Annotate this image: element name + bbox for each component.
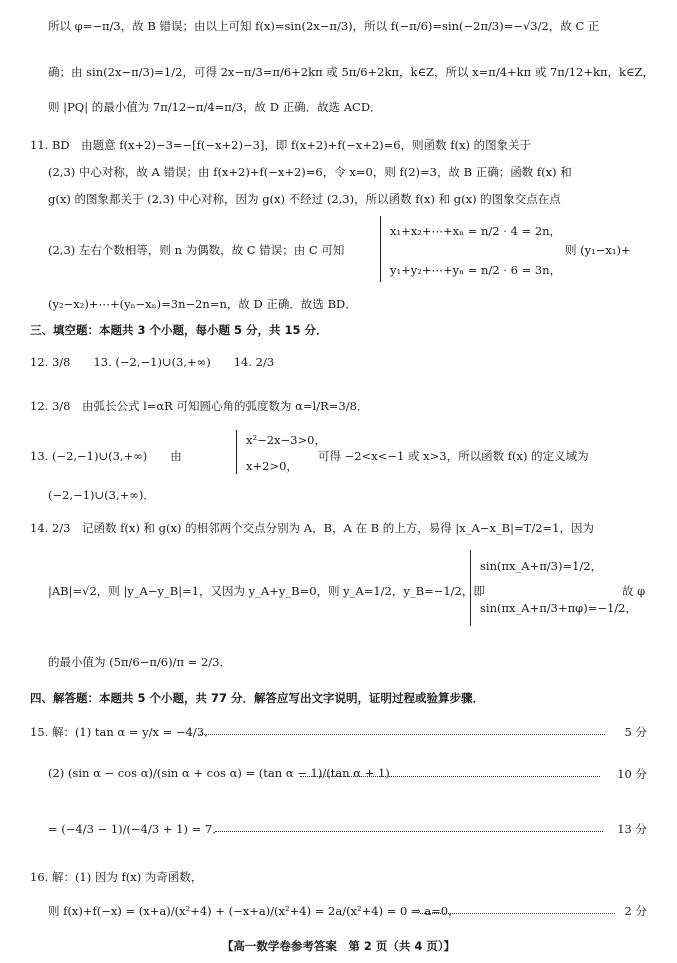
- dot-leader: [420, 913, 615, 914]
- brace-system: [236, 430, 238, 474]
- dot-leader: [200, 734, 605, 735]
- text-line: = (−4/3 − 1)/(−4/3 + 1) = 7．: [48, 822, 224, 836]
- score-label: 5 分: [624, 725, 647, 739]
- equation-line: sin(πx_A+π/3+πφ)=−1/2，: [480, 601, 637, 615]
- dot-leader: [215, 831, 603, 832]
- text-line: 15. 解：(1) tan α = y/x = −4/3．: [30, 725, 216, 739]
- text-line: 14. 2/3 记函数 f(x) 和 g(x) 的相邻两个交点分别为 A，B，A 在 B 的上方，易得 |x_A−x_B|=T/2=1，因为: [30, 521, 594, 535]
- section-heading: 三、填空题：本题共 3 个小题，每小题 5 分，共 15 分．: [30, 323, 328, 337]
- text-line: (−2,−1)∪(3,+∞)．: [48, 488, 155, 502]
- text-line: (2) (sin α − cos α)/(sin α + cos α) = (tan α − 1)/(tan α + 1): [48, 766, 390, 780]
- score-label: 13 分: [617, 822, 647, 836]
- text-line: 则 f(x)+f(−x) = (x+a)/(x²+4) + (−x+a)/(x²+4) = 2a/(x²+4) = 0 ⇒ a=0，: [48, 904, 460, 918]
- text-line: 则 |PQ| 的最小值为 7π/12−π/4=π/3，故 D 正确．故选 ACD．: [48, 100, 382, 114]
- equation-line: y₁+y₂+⋯+yₙ = n/2 · 6 = 3n，: [390, 263, 562, 277]
- equation-line: sin(πx_A+π/3)=1/2，: [480, 559, 603, 573]
- page-footer: 【高一数学卷参考答案 第 2 页（共 4 页）】: [221, 939, 456, 953]
- text-line: 确；由 sin(2x−π/3)=1/2，可得 2x−π/3=π/6+2kπ 或 5π/6+2kπ，k∈Z，所以 x=π/4+kπ 或 7π/12+kπ，k∈Z，: [48, 65, 654, 79]
- text-line: g(x) 的图象都关于 (2,3) 中心对称，因为 g(x) 不经过 (2,3)，所以函数 f(x) 和 g(x) 的图象交点在点: [48, 192, 561, 206]
- section-heading: 四、解答题：本题共 5 个小题，共 77 分．解答应写出文字说明，证明过程或验算步骤．: [30, 691, 485, 705]
- text-line: 可得 −2<x<−1 或 x>3，所以函数 f(x) 的定义域为: [318, 449, 589, 463]
- text-line: 故 φ: [622, 584, 646, 598]
- text-line: (y₂−x₂)+⋯+(yₙ−xₙ)=3n−2n=n，故 D 正确．故选 BD．: [48, 297, 357, 311]
- answer-summary: 12. 3/8 13. (−2,−1)∪(3,+∞) 14. 2/3: [30, 355, 275, 369]
- brace-system: [470, 550, 472, 626]
- equation-line: x+2>0，: [246, 459, 298, 473]
- text-line: 则 (y₁−x₁)+: [565, 243, 631, 257]
- text-line: 13. (−2,−1)∪(3,+∞) 由: [30, 449, 182, 463]
- equation-line: x²−2x−3>0，: [246, 433, 326, 447]
- text-line: (2,3) 中心对称，故 A 错误；由 f(x+2)+f(−x+2)=6，令 x=0，则 f(2)=3，故 B 正确；函数 f(x) 和: [48, 165, 572, 179]
- brace-system: [380, 216, 382, 282]
- text-line: 11. BD 由题意 f(x+2)−3=−[f(−x+2)−3]，即 f(x+2)+f(−x+2)=6，则函数 f(x) 的图象关于: [30, 138, 532, 152]
- text-line: (2,3) 左右个数相等，则 n 为偶数，故 C 错误；由 C 可知: [48, 243, 345, 257]
- score-label: 10 分: [617, 767, 647, 781]
- text-line: 12. 3/8 由弧长公式 l=αR 可知圆心角的弧度数为 α=l/R=3/8．: [30, 399, 369, 413]
- text-line: |AB|=√2，则 |y_A−y_B|=1，又因为 y_A+y_B=0，则 y_A=1/2，y_B=−1/2，即: [48, 584, 485, 598]
- dot-leader: [300, 776, 600, 777]
- equation-line: x₁+x₂+⋯+xₙ = n/2 · 4 = 2n，: [390, 224, 562, 238]
- text-line: 所以 φ=−π/3，故 B 错误；由以上可知 f(x)=sin(2x−π/3)，所以 f(−π/6)=sin(−2π/3)=−√3/2，故 C 正: [48, 19, 600, 33]
- text-line: 的最小值为 (5π/6−π/6)/π = 2/3．: [48, 655, 231, 669]
- score-label: 2 分: [624, 904, 647, 918]
- text-line: 16. 解：(1) 因为 f(x) 为奇函数，: [30, 870, 203, 884]
